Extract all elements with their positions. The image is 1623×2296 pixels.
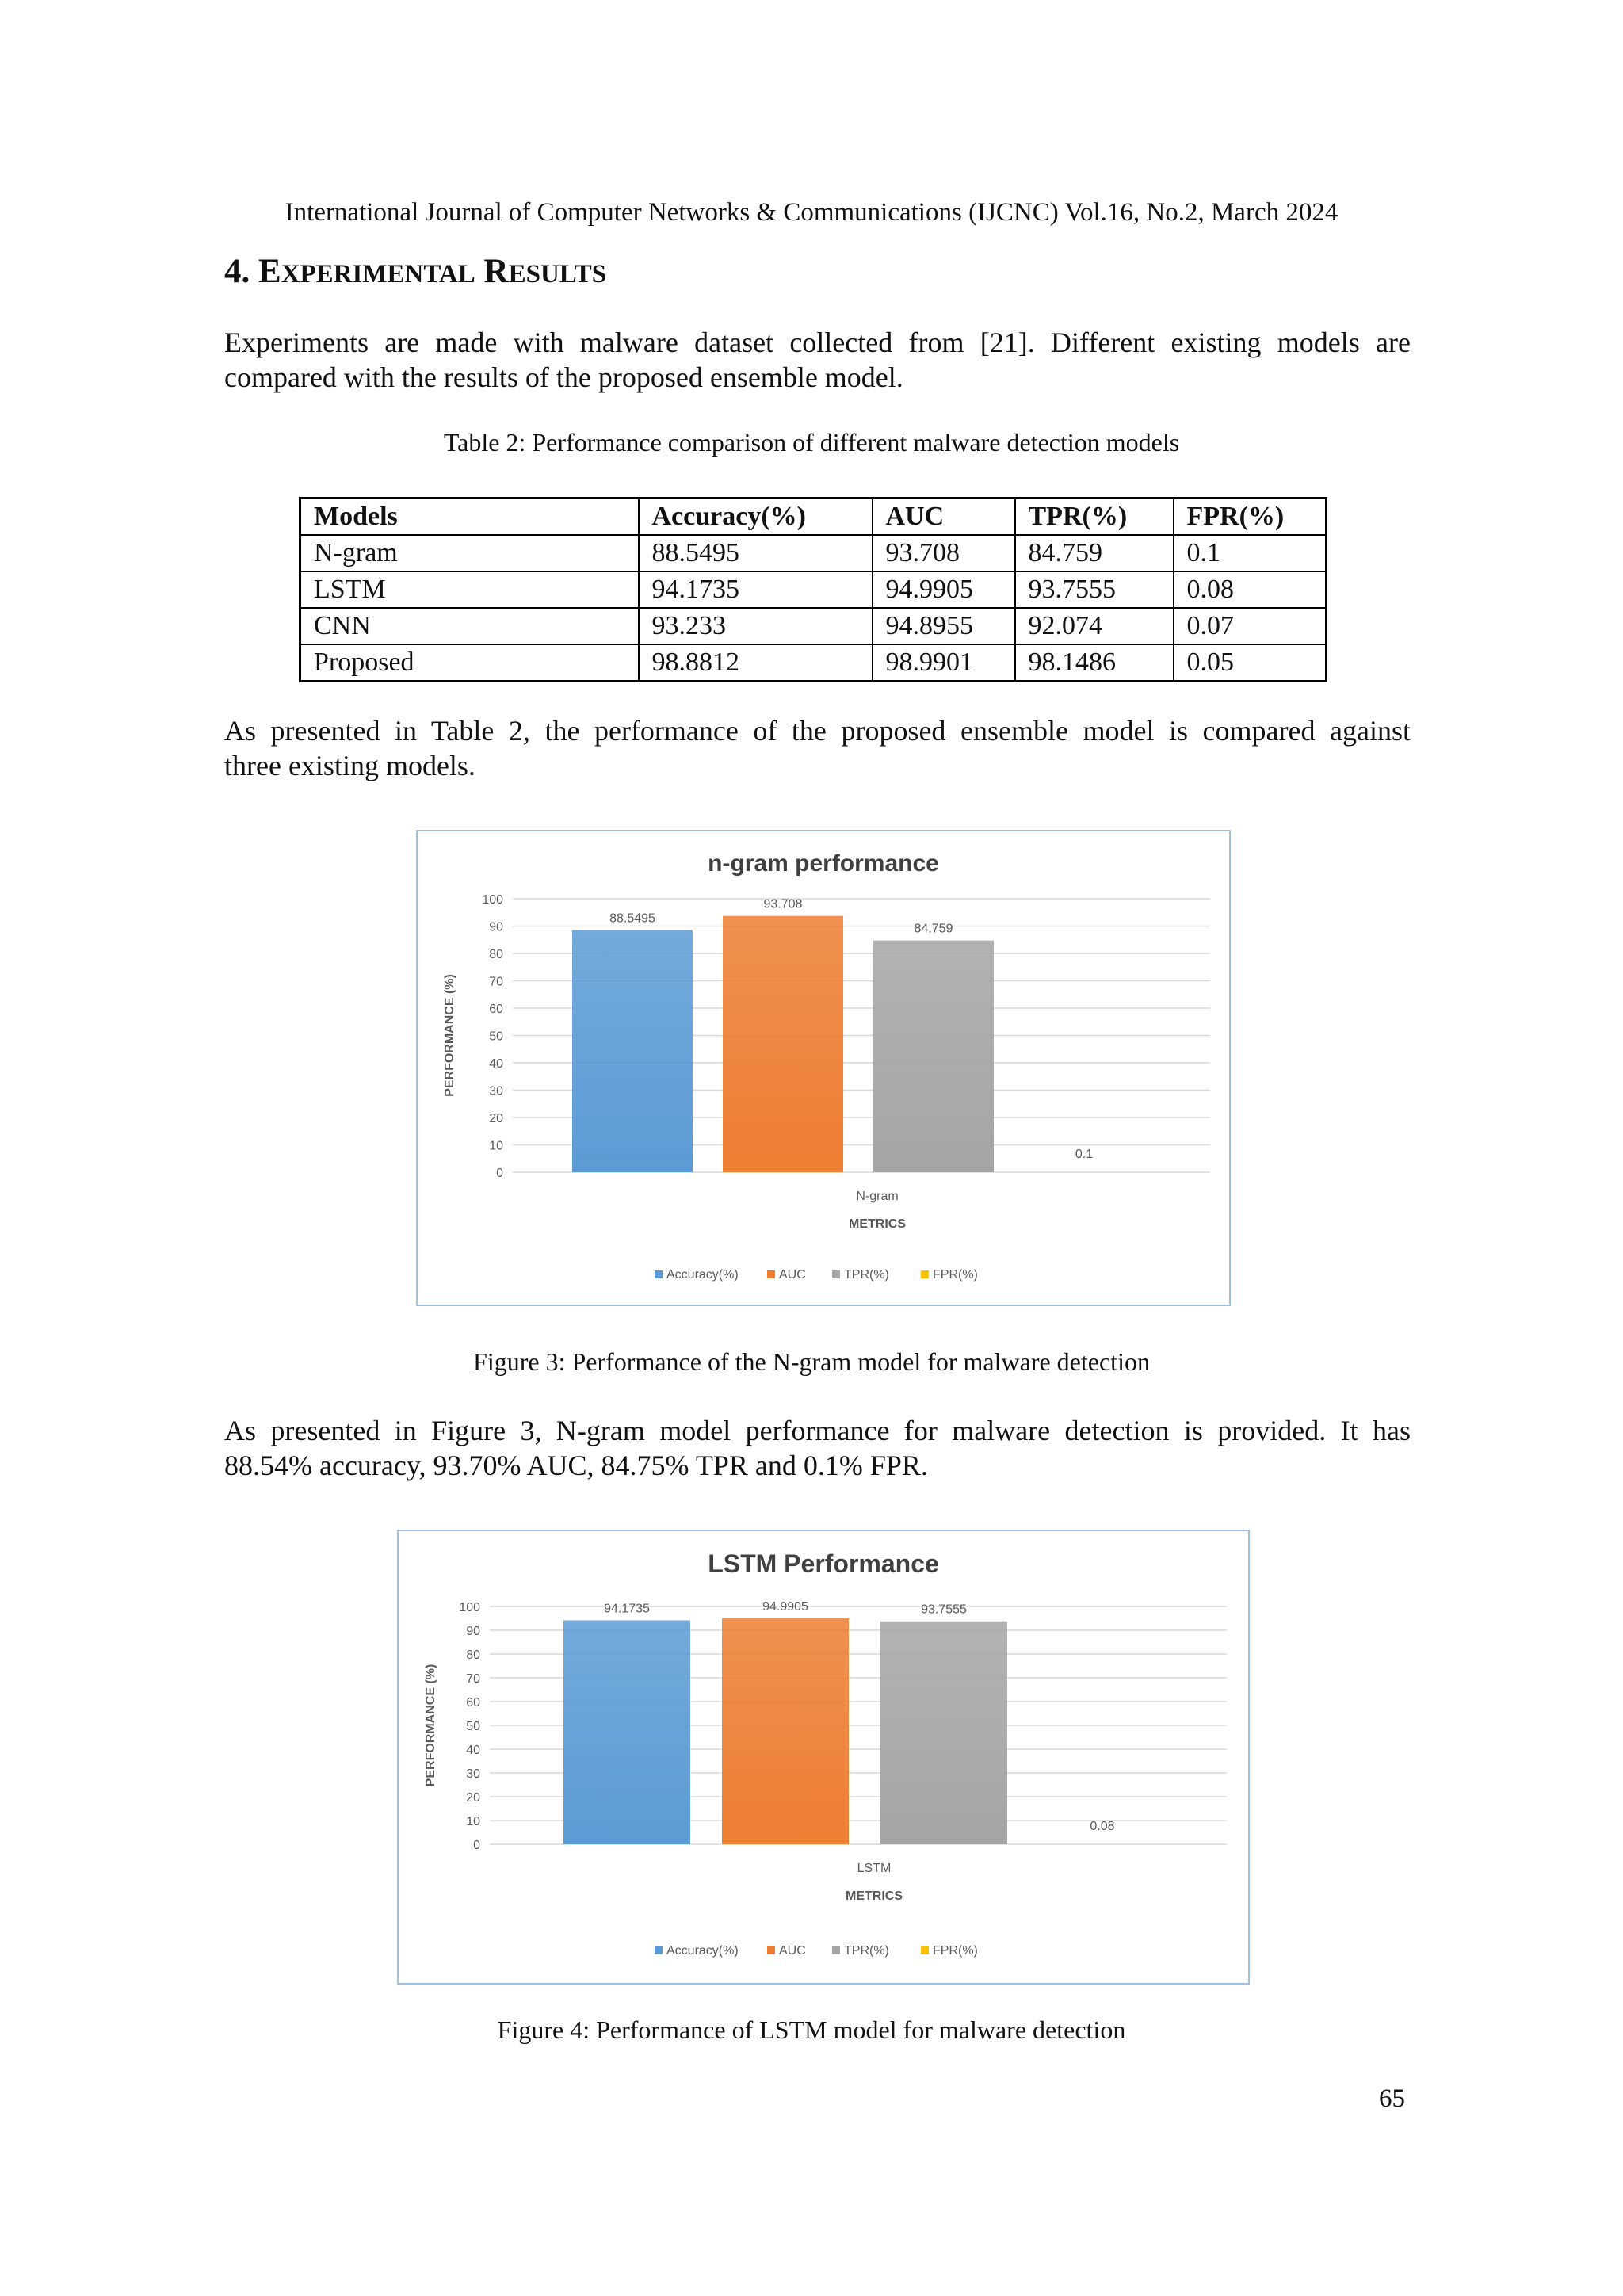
figure-4-caption: Figure 4: Performance of LSTM model for malware detection bbox=[497, 2015, 1126, 2044]
y-tick-label: 50 bbox=[466, 1720, 480, 1733]
y-tick-label: 10 bbox=[466, 1815, 480, 1828]
table-row bbox=[300, 608, 1327, 644]
figure-3-chart bbox=[416, 830, 1231, 1306]
paragraph-intro: Experiments are made with malware dataset collected from [21]. Different existing models are compared with the results of the proposed ensemble model. bbox=[224, 327, 1411, 393]
table-cell: 94.9905 bbox=[873, 571, 1015, 608]
paragraph-table-discussion: As presented in Table 2, the performance of the proposed ensemble model is compared against three existing models. bbox=[224, 715, 1411, 781]
y-tick-label: 90 bbox=[466, 1625, 480, 1638]
y-tick-label: 70 bbox=[489, 975, 503, 989]
table-cell: LSTM bbox=[300, 571, 639, 608]
table-cell: 94.8955 bbox=[873, 608, 1015, 644]
legend-swatch bbox=[655, 1270, 663, 1278]
y-tick-label: 80 bbox=[466, 1648, 480, 1662]
data-label: 0.1 bbox=[1075, 1148, 1094, 1161]
legend-swatch bbox=[832, 1946, 840, 1954]
y-tick-label: 60 bbox=[489, 1003, 503, 1016]
bar-auc bbox=[723, 916, 843, 1172]
y-tick-label: 30 bbox=[489, 1084, 503, 1098]
y-tick-label: 0 bbox=[496, 1167, 503, 1180]
y-tick-label: 70 bbox=[466, 1672, 480, 1686]
table-cell: 0.08 bbox=[1174, 571, 1327, 608]
x-axis-label: METRICS bbox=[849, 1217, 906, 1231]
table-cell: 94.1735 bbox=[639, 571, 873, 608]
x-category-label: N-gram bbox=[856, 1190, 899, 1203]
header-cell: AUC bbox=[873, 499, 1015, 536]
legend-swatch bbox=[767, 1270, 775, 1278]
table-header-row bbox=[300, 499, 1327, 536]
data-label: 94.1735 bbox=[604, 1602, 650, 1616]
running-head: International Journal of Computer Networks & Communications (IJCNC) Vol.16, No.2, March 2024 bbox=[285, 198, 1338, 227]
x-axis-label: METRICS bbox=[846, 1889, 903, 1903]
table-cell: 98.8812 bbox=[639, 644, 873, 682]
table-cell: 92.074 bbox=[1015, 608, 1174, 644]
header-cell: TPR(%) bbox=[1015, 499, 1174, 536]
bar-accuracy bbox=[572, 930, 693, 1172]
legend-label: TPR(%) bbox=[844, 1944, 889, 1958]
y-tick-label: 100 bbox=[482, 893, 503, 907]
table-cell: 0.05 bbox=[1174, 644, 1327, 682]
table-caption: Table 2: Performance comparison of different malware detection models bbox=[443, 428, 1180, 457]
chart-title: LSTM Performance bbox=[708, 1549, 939, 1578]
legend-label: FPR(%) bbox=[933, 1944, 978, 1958]
figure-4-chart bbox=[397, 1530, 1250, 1985]
bar-tpr bbox=[873, 941, 994, 1172]
bar-accuracy bbox=[563, 1620, 690, 1844]
header-cell: Models bbox=[300, 499, 639, 536]
legend-swatch bbox=[832, 1270, 840, 1278]
table-cell: 0.07 bbox=[1174, 608, 1327, 644]
y-tick-label: 10 bbox=[489, 1139, 503, 1153]
paragraph-figure3-discussion: As presented in Figure 3, N-gram model performance for malware detection is provided. It has 88.54% accuracy, 93.70% AUC, 84.75% TPR and 0.1% FPR. bbox=[224, 1415, 1411, 1481]
data-label: 94.9905 bbox=[762, 1600, 808, 1614]
bar-tpr bbox=[880, 1622, 1007, 1844]
performance-table bbox=[299, 497, 1327, 682]
legend-label: FPR(%) bbox=[933, 1268, 978, 1282]
header-cell: FPR(%) bbox=[1174, 499, 1327, 536]
legend-label: Accuracy(%) bbox=[666, 1944, 739, 1958]
table-cell: Proposed bbox=[300, 644, 639, 682]
y-tick-label: 90 bbox=[489, 920, 503, 934]
y-tick-label: 30 bbox=[466, 1767, 480, 1781]
legend-label: TPR(%) bbox=[844, 1268, 889, 1282]
table-cell: 0.1 bbox=[1174, 535, 1327, 571]
legend-swatch bbox=[921, 1946, 929, 1954]
legend-label: Accuracy(%) bbox=[666, 1268, 739, 1282]
x-category-label: LSTM bbox=[857, 1862, 892, 1875]
table-cell: 93.233 bbox=[639, 608, 873, 644]
data-label: 84.759 bbox=[914, 922, 953, 936]
y-tick-label: 60 bbox=[466, 1696, 480, 1710]
y-axis-label: PERFORMANCE (%) bbox=[424, 1664, 437, 1787]
table-cell: 93.708 bbox=[873, 535, 1015, 571]
table-row bbox=[300, 644, 1327, 682]
bar-auc bbox=[722, 1618, 849, 1844]
y-axis-label: PERFORMANCE (%) bbox=[443, 974, 456, 1097]
table-cell: N-gram bbox=[300, 535, 639, 571]
y-tick-label: 0 bbox=[473, 1839, 480, 1852]
y-tick-label: 20 bbox=[466, 1791, 480, 1805]
legend-swatch bbox=[921, 1270, 929, 1278]
table-cell: 93.7555 bbox=[1015, 571, 1174, 608]
table-cell: CNN bbox=[300, 608, 639, 644]
table-row bbox=[300, 571, 1327, 608]
y-tick-label: 40 bbox=[466, 1744, 480, 1757]
table-cell: 98.9901 bbox=[873, 644, 1015, 682]
y-tick-label: 80 bbox=[489, 948, 503, 961]
y-tick-label: 50 bbox=[489, 1030, 503, 1044]
table-cell: 98.1486 bbox=[1015, 644, 1174, 682]
table-cell: 84.759 bbox=[1015, 535, 1174, 571]
data-label: 0.08 bbox=[1090, 1820, 1115, 1833]
section-title: EXPERIMENTAL RESULTS bbox=[258, 253, 607, 290]
figure-3-caption: Figure 3: Performance of the N-gram model for malware detection bbox=[473, 1347, 1150, 1376]
chart-title: n-gram performance bbox=[708, 850, 939, 877]
legend-label: AUC bbox=[779, 1944, 806, 1958]
y-tick-label: 40 bbox=[489, 1057, 503, 1071]
table-row bbox=[300, 535, 1327, 571]
legend-label: AUC bbox=[779, 1268, 806, 1282]
y-tick-label: 100 bbox=[459, 1601, 480, 1614]
ngram-performance-chart bbox=[418, 831, 1229, 1305]
data-label: 88.5495 bbox=[609, 911, 655, 926]
section-number: 4. bbox=[224, 253, 250, 290]
y-tick-label: 20 bbox=[489, 1112, 503, 1125]
legend-swatch bbox=[655, 1946, 663, 1954]
section-heading bbox=[224, 252, 606, 291]
data-label: 93.7555 bbox=[921, 1603, 967, 1617]
header-cell: Accuracy(%) bbox=[639, 499, 873, 536]
page-number: 65 bbox=[1379, 2084, 1405, 2113]
table-cell: 88.5495 bbox=[639, 535, 873, 571]
data-label: 93.708 bbox=[763, 897, 803, 911]
legend-swatch bbox=[767, 1946, 775, 1954]
lstm-performance-chart bbox=[399, 1531, 1248, 1983]
